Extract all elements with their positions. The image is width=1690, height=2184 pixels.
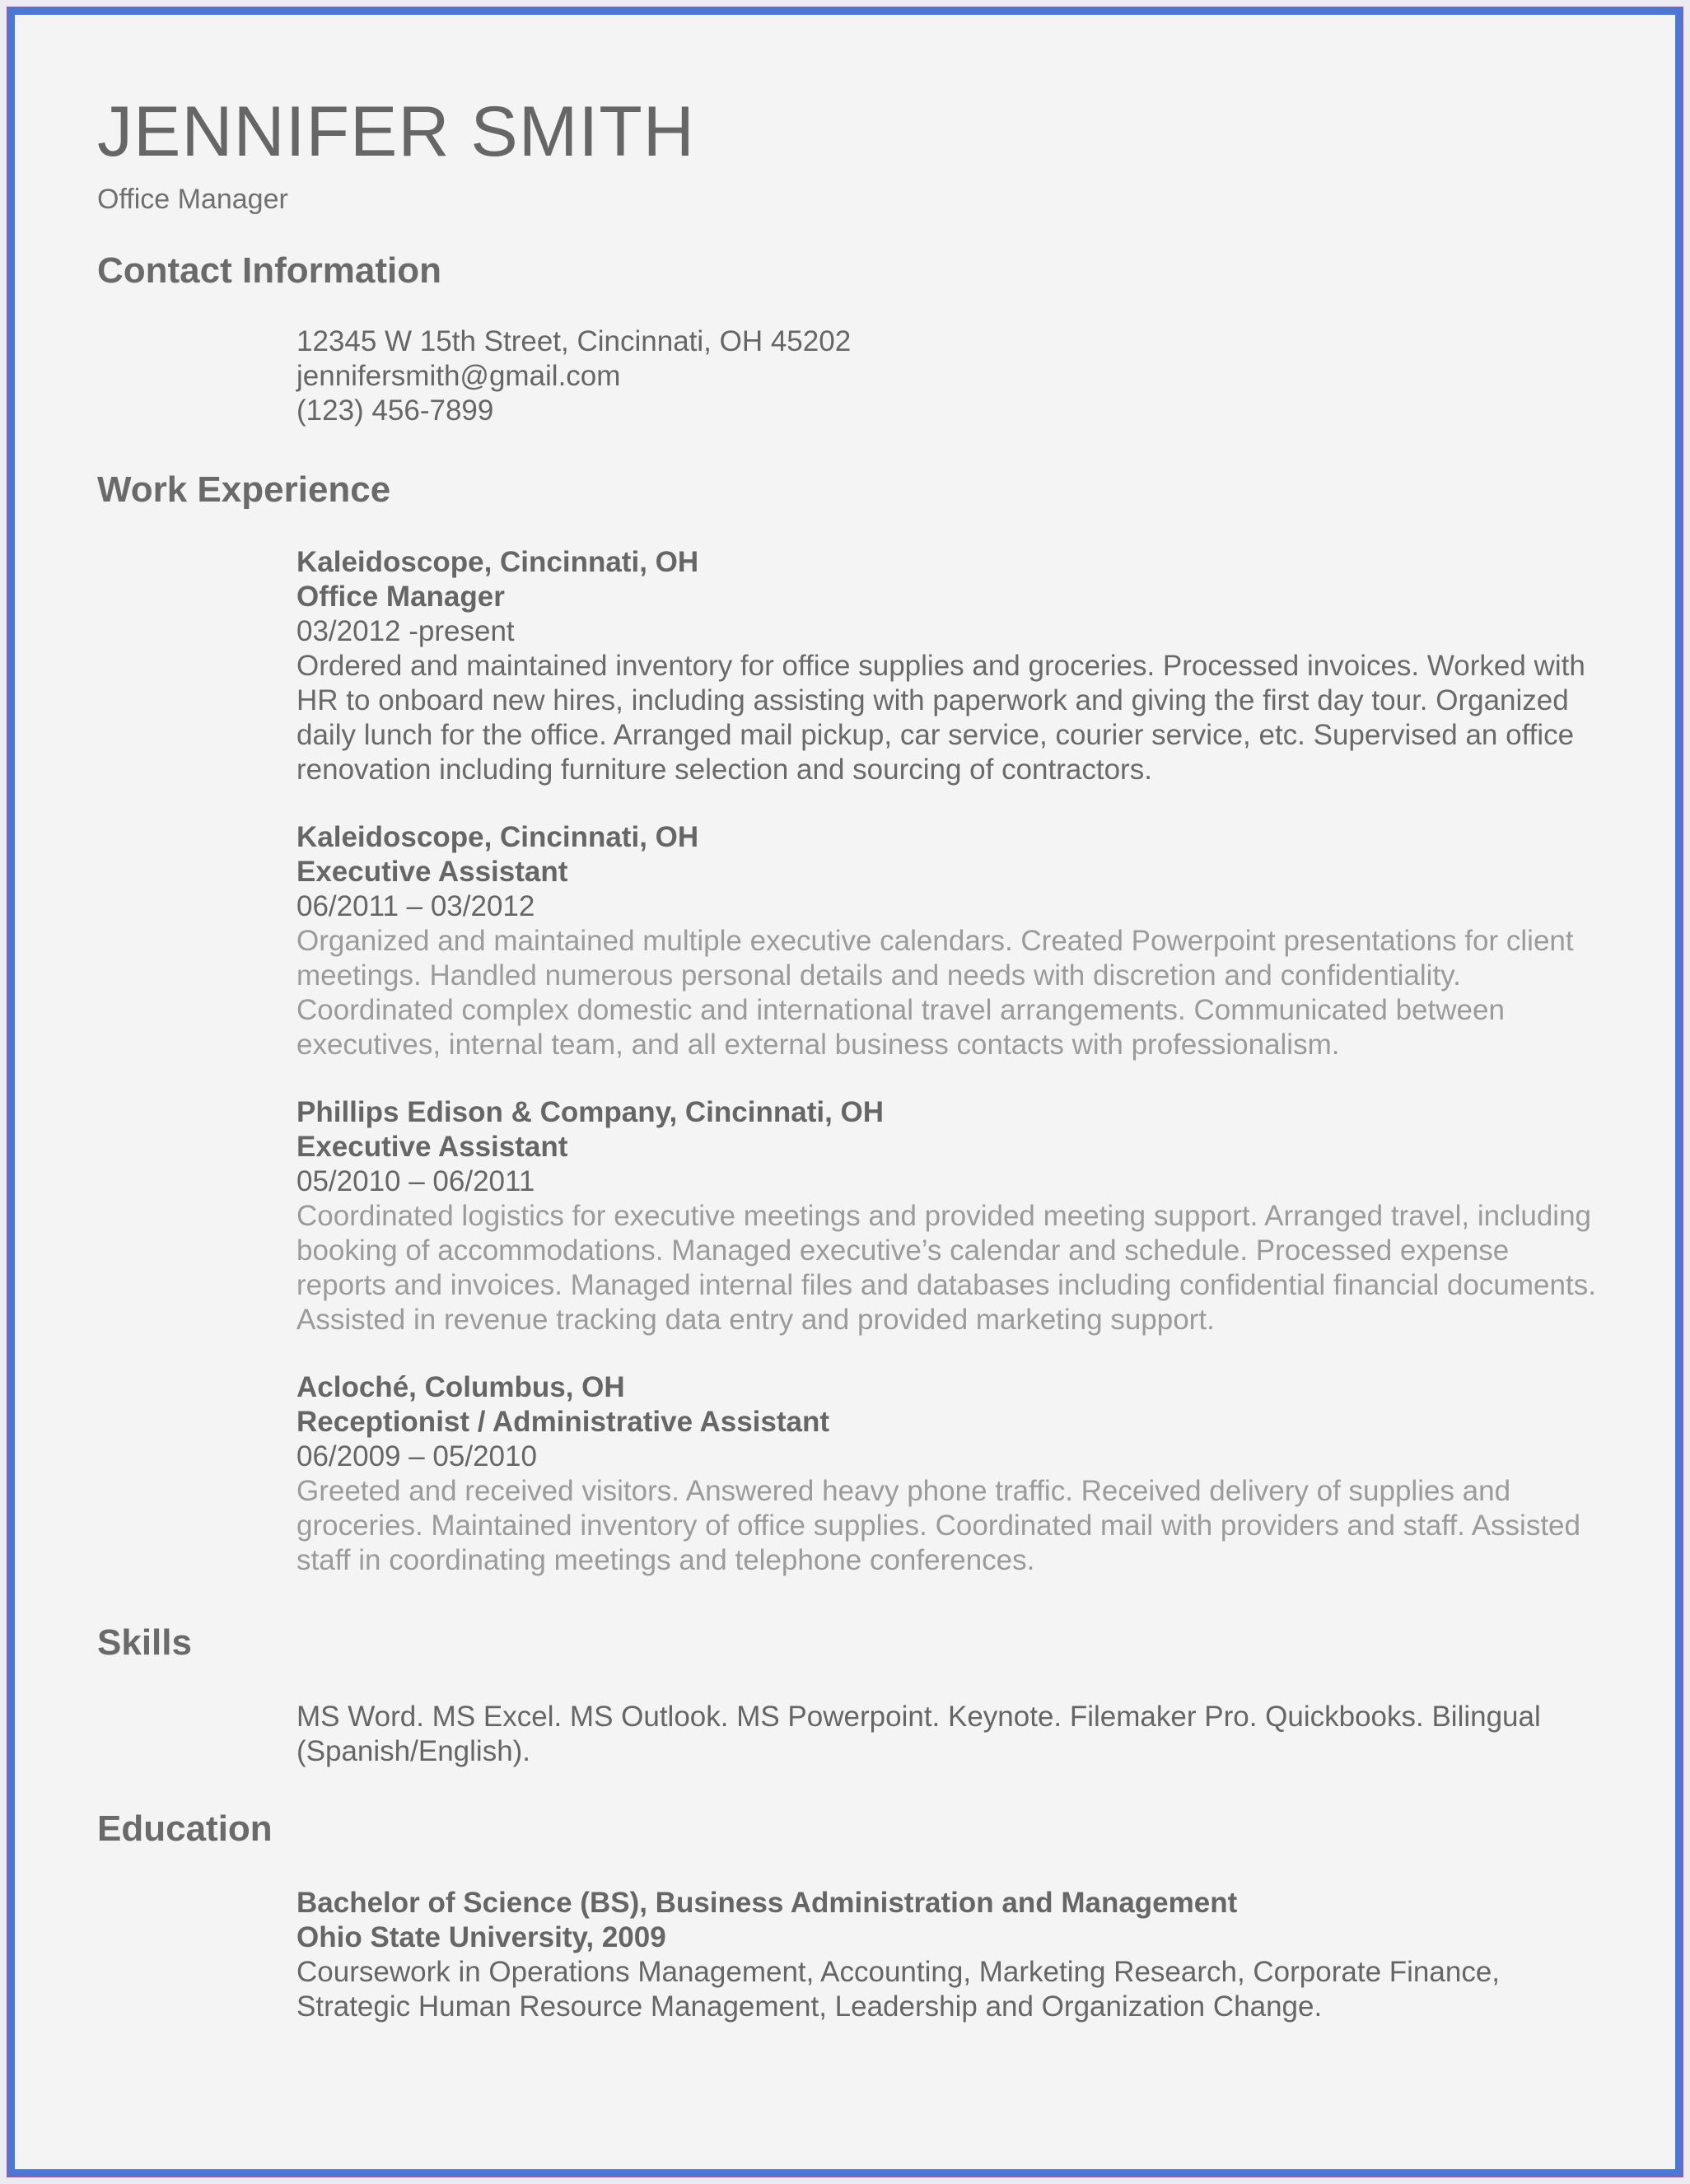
skills-text: MS Word. MS Excel. MS Outlook. MS Powerpoint. Keynote. Filemaker Pro. Quickbooks. Bilingual (Spanish/English). (296, 1701, 1541, 1767)
contact-heading: Contact Information (97, 250, 441, 291)
job-entry (296, 1095, 1596, 1337)
job-dates: 05/2010 – 06/2011 (296, 1165, 535, 1197)
education-degree: Bachelor of Science (BS), Business Administration and Management (296, 1887, 1238, 1919)
resume-title: Office Manager (97, 184, 288, 215)
job-dates: 06/2009 – 05/2010 (296, 1440, 537, 1472)
job-description: Coordinated logistics for executive meetings and provided meeting support. Arranged travel, including booking of accommodations. Managed executive’s calendar and schedule. Processed expense reports and invoices. Managed internal files and databases including confidential financial documents. Assisted in revenue tracking data entry and provided marketing support. (296, 1200, 1596, 1336)
skills-section (296, 1700, 1596, 1769)
job-company: Phillips Edison & Company, Cincinnati, OH (296, 1096, 885, 1128)
job-company: Kaleidoscope, Cincinnati, OH (296, 821, 699, 853)
resume-document (97, 91, 1596, 2024)
job-role: Office Manager (296, 581, 505, 613)
job-entry (296, 820, 1596, 1062)
work-heading: Work Experience (97, 469, 391, 510)
skills-heading: Skills (97, 1622, 192, 1663)
contact-email: jennifersmith@gmail.com (296, 360, 621, 392)
job-entry (296, 545, 1596, 787)
job-description: Organized and maintained multiple executive calendars. Created Powerpoint presentations for client meetings. Handled numerous personal details and needs with discretion and confidentiality. Coordinated complex domestic and international travel arrangements. Communicated between executives, internal team, and all external business contacts with professionalism. (296, 925, 1574, 1061)
job-description: Ordered and maintained inventory for office supplies and groceries. Processed invoices. Worked with HR to onboard new hires, including assisting with paperwork and giving the first day tour. Organized daily lunch for the office. Arranged mail pickup, car service, courier service, etc. Supervised an office renovation including furniture selection and sourcing of contractors. (296, 650, 1585, 786)
education-heading: Education (97, 1808, 273, 1849)
job-role: Receptionist / Administrative Assistant (296, 1406, 830, 1438)
job-role: Executive Assistant (296, 856, 568, 888)
job-company: Acloché, Columbus, OH (296, 1371, 625, 1403)
education-section (296, 1886, 1596, 2024)
contact-phone: (123) 456-7899 (296, 394, 494, 427)
job-role: Executive Assistant (296, 1131, 568, 1163)
education-coursework: Coursework in Operations Management, Accounting, Marketing Research, Corporate Finance, Strategic Human Resource Management, Leadership and Organization Change. (296, 1956, 1501, 2023)
education-school: Ohio State University, 2009 (296, 1921, 666, 1953)
contact-section (296, 324, 1596, 428)
job-dates: 03/2012 -present (296, 615, 515, 647)
job-entry (296, 1370, 1596, 1578)
resume-name: JENNIFER SMITH (97, 92, 695, 171)
job-description: Greeted and received visitors. Answered heavy phone traffic. Received delivery of supplies and groceries. Maintained inventory of office supplies. Coordinated mail with providers and staff. Assisted staff in coordinating meetings and telephone conferences. (296, 1475, 1580, 1576)
job-company: Kaleidoscope, Cincinnati, OH (296, 546, 699, 578)
job-dates: 06/2011 – 03/2012 (296, 890, 535, 922)
work-section (296, 545, 1596, 1578)
contact-address: 12345 W 15th Street, Cincinnati, OH 45202 (296, 325, 852, 357)
